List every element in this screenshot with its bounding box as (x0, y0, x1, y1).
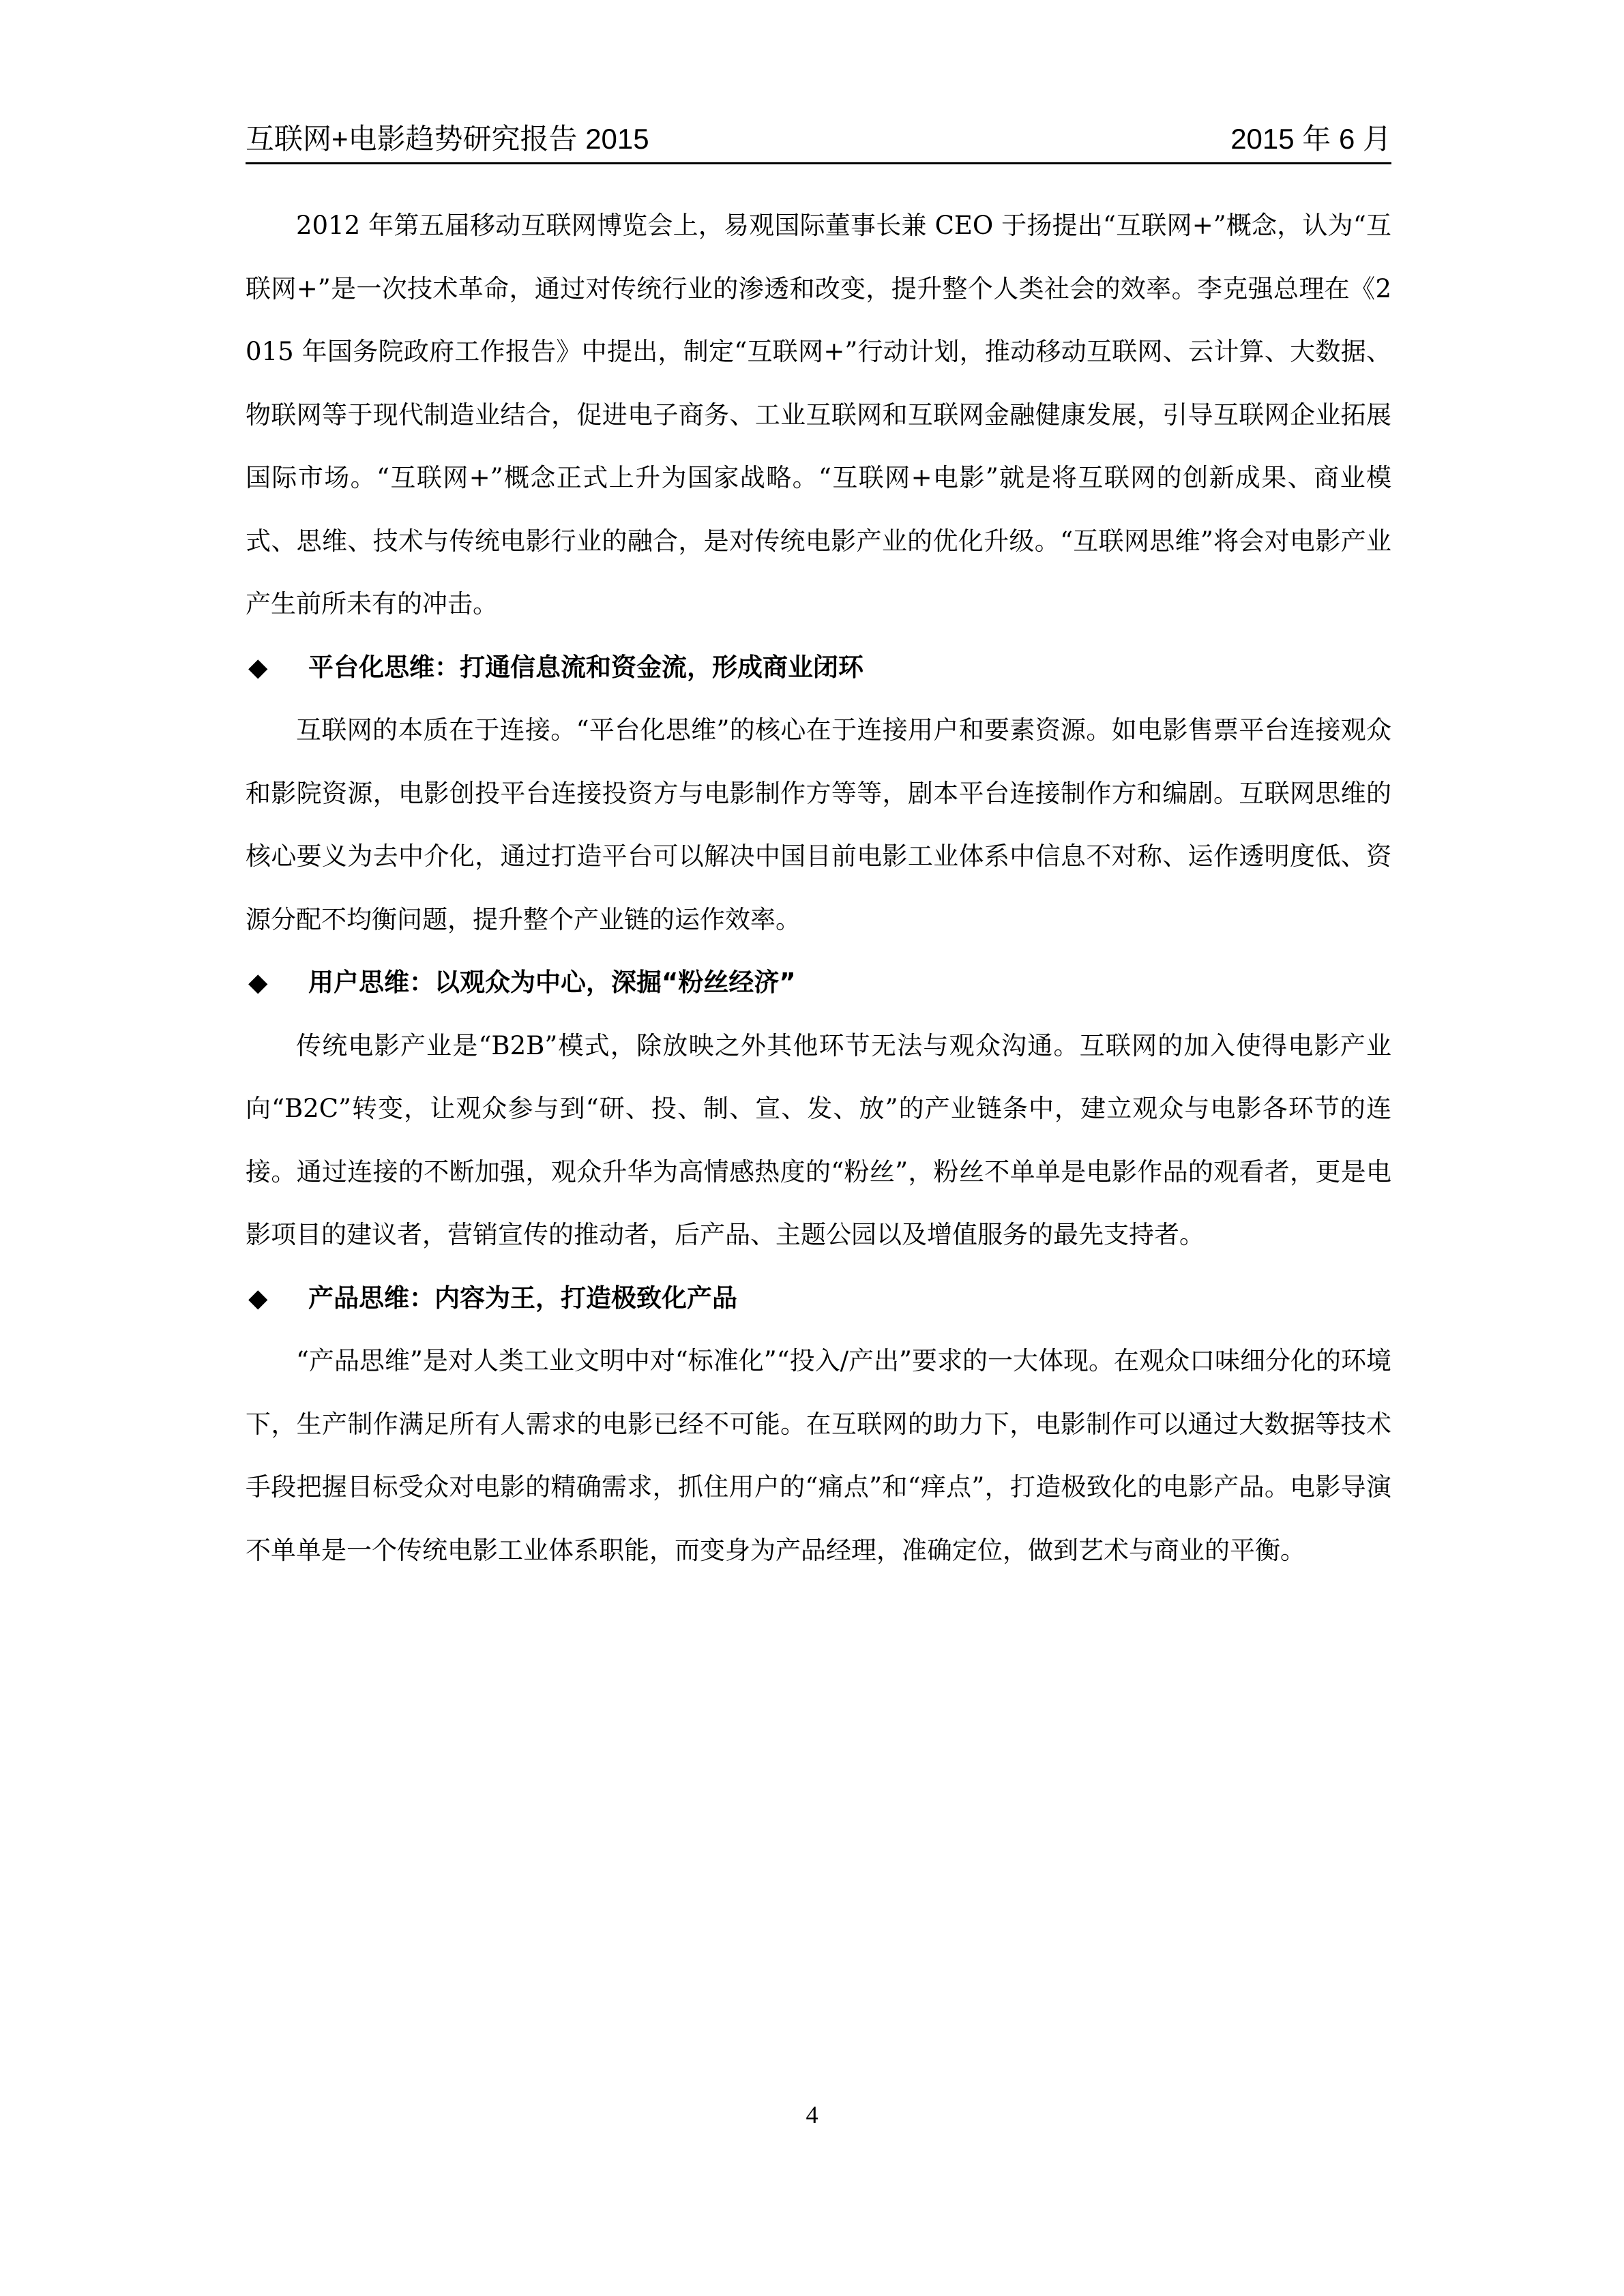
section-heading-text: 平台化思维：打通信息流和资金流，形成商业闭环 (308, 652, 863, 682)
page-header (246, 116, 1391, 164)
section-paragraph-product: “产品思维”是对人类工业文明中对“标准化”“投入/产出”要求的一大体现。在观众口味细分化的环境下，生产制作满足所有人需求的电影已经不可能。在互联网的助力下，电影制作可以通过大数据等技术手段把握目标受众对电影的精确需求，抓住用户的“痛点”和“痒点”，打造极致化的电影产品。电影导演不单单是一个传统电影工业体系职能，而变身为产品经理，准确定位，做到艺术与商业的平衡。 (246, 1346, 1391, 1565)
document-body (246, 194, 1391, 1582)
diamond-bullet-icon: ◆ (248, 1283, 268, 1313)
header-title: 互联网+电影趋势研究报告 2015 (246, 123, 649, 155)
intro-paragraph: 2012 年第五届移动互联网博览会上，易观国际董事长兼 CEO 于扬提出“互联网+”概念，认为“互联网+”是一次技术革命，通过对传统行业的渗透和改变，提升整个人类社会的效率。李克强总理在《2015 年国务院政府工作报告》中提出，制定“互联网+”行动计划，推动移动互联网、云计算、大数据、物联网等于现代制造业结合，促进电子商务、工业互联网和互联网金融健康发展，引导互联网企业拓展国际市场。“互联网+”概念正式上升为国家战略。“互联网+电影”就是将互联网的创新成果、商业模式、思维、技术与传统电影行业的融合，是对传统电影产业的优化升级。“互联网思维”将会对电影产业产生前所未有的冲击。 (246, 211, 1391, 618)
section-heading-text: 产品思维：内容为王，打造极致化产品 (308, 1283, 737, 1313)
diamond-bullet-icon: ◆ (248, 968, 268, 997)
diamond-bullet-icon: ◆ (248, 652, 268, 682)
page-number: 4 (806, 2101, 818, 2128)
section-paragraph-platform: 互联网的本质在于连接。“平台化思维”的核心在于连接用户和要素资源。如电影售票平台连接观众和影院资源，电影创投平台连接投资方与电影制作方等等，剧本平台连接制作方和编剧。互联网思维的核心要义为去中介化，通过打造平台可以解决中国目前电影工业体系中信息不对称、运作透明度低、资源分配不均衡问题，提升整个产业链的运作效率。 (246, 715, 1391, 934)
section-paragraph-user: 传统电影产业是“B2B”模式，除放映之外其他环节无法与观众沟通。互联网的加入使得电影产业向“B2C”转变，让观众参与到“研、投、制、宣、发、放”的产业链条中，建立观众与电影各环节的连接。通过连接的不断加强，观众升华为高情感热度的“粉丝”，粉丝不单单是电影作品的观看者，更是电影项目的建议者，营销宣传的推动者，后产品、主题公园以及增值服务的最先支持者。 (246, 1030, 1391, 1249)
section-heading-platform (246, 636, 1391, 700)
header-date: 2015 年 6 月 (1230, 123, 1391, 155)
section-heading-text: 用户思维：以观众为中心，深掘“粉丝经济” (308, 968, 796, 997)
section-heading-user (246, 951, 1391, 1015)
section-heading-product (246, 1267, 1391, 1330)
